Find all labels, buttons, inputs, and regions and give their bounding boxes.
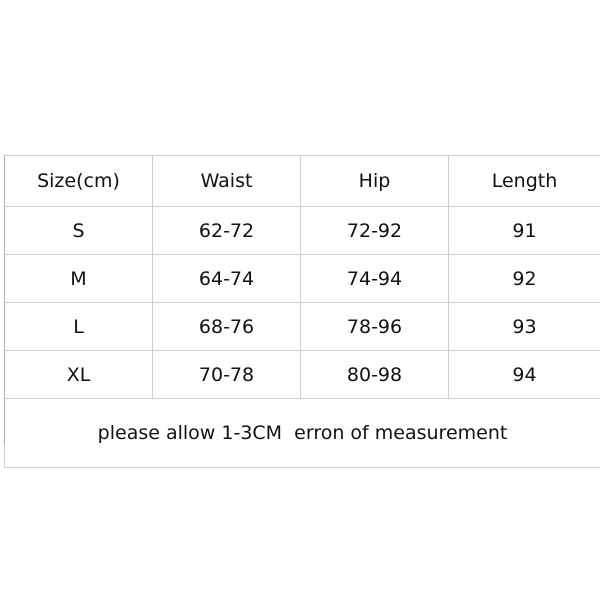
table-row bbox=[5, 351, 600, 399]
cell-hip: 80-98 bbox=[301, 351, 449, 399]
size-chart-table bbox=[4, 155, 600, 468]
header-size: Size(cm) bbox=[5, 156, 153, 207]
cell-waist: 68-76 bbox=[153, 303, 301, 351]
cell-size: L bbox=[5, 303, 153, 351]
table-header-row bbox=[5, 156, 600, 207]
table-row bbox=[5, 207, 600, 255]
cell-length: 93 bbox=[449, 303, 600, 351]
header-waist: Waist bbox=[153, 156, 301, 207]
cell-waist: 62-72 bbox=[153, 207, 301, 255]
cell-waist: 70-78 bbox=[153, 351, 301, 399]
cell-size: XL bbox=[5, 351, 153, 399]
cell-hip: 72-92 bbox=[301, 207, 449, 255]
cell-length: 91 bbox=[449, 207, 600, 255]
cell-length: 92 bbox=[449, 255, 600, 303]
table-row bbox=[5, 255, 600, 303]
table-left-edge bbox=[4, 155, 5, 445]
measurement-note: please allow 1-3CM erron of measurement bbox=[5, 399, 600, 468]
table-note-row bbox=[5, 399, 600, 468]
cell-size: S bbox=[5, 207, 153, 255]
header-length: Length bbox=[449, 156, 600, 207]
cell-waist: 64-74 bbox=[153, 255, 301, 303]
cell-hip: 78-96 bbox=[301, 303, 449, 351]
header-hip: Hip bbox=[301, 156, 449, 207]
table-row bbox=[5, 303, 600, 351]
cell-hip: 74-94 bbox=[301, 255, 449, 303]
cell-size: M bbox=[5, 255, 153, 303]
cell-length: 94 bbox=[449, 351, 600, 399]
